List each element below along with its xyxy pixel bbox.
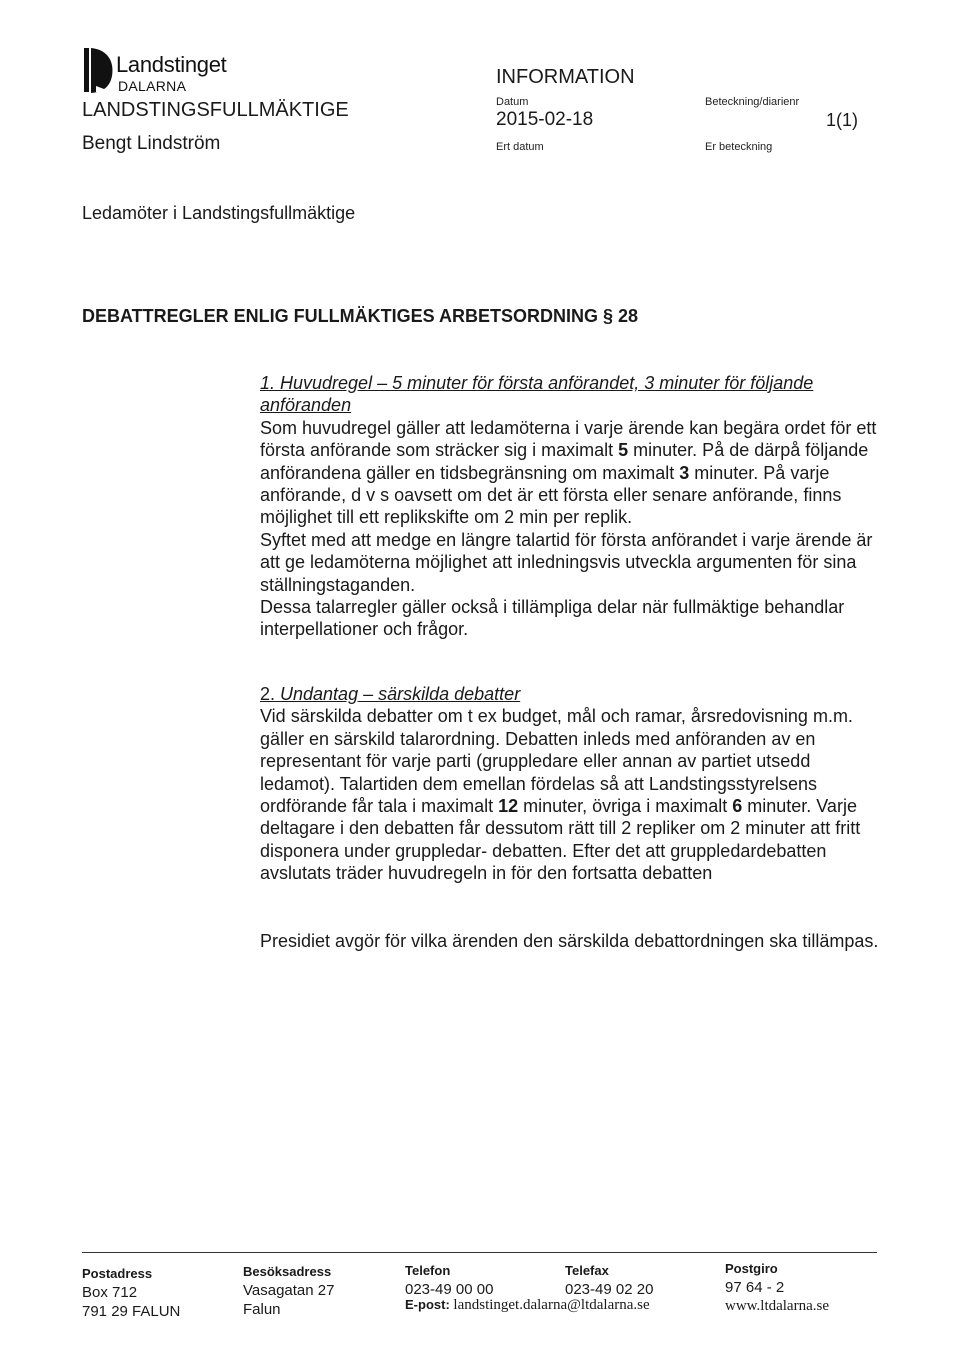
paragraph: Syftet med att medge en längre talartid för första anförandet i varje ärende är att ge ledamöterna möjlighet att inledningsvis utveckla argumenten för sina ställningstaganden. <box>260 529 873 595</box>
text-run: minuter. Varje deltagare i den debatten får dessutom rätt till 2 repliker om 2 minuter att fritt disponera under gruppledar- debatten. Efter det att gruppledardebatten avslutats träder huvudregeln in för den fortsatta debatten <box>260 796 861 884</box>
bold-value: 3 <box>679 462 690 483</box>
section-undantag <box>260 683 880 885</box>
section-huvudregel <box>260 372 880 641</box>
text-run: minuter. På de därpå följande anförandena gäller en tidsbegränsning om maximalt <box>260 440 869 483</box>
datum-label: Datum <box>496 96 529 108</box>
footer-value: Falun <box>243 1301 281 1318</box>
text-run: Som huvudregel gäller att ledamöterna i varje ärende kan begära ordet för ett första anförande som sträcker sig i maximalt <box>260 417 877 461</box>
page-number: 1(1) <box>826 110 859 130</box>
footer-value: Box 712 <box>82 1284 138 1301</box>
footer-telefon <box>405 1261 493 1299</box>
text-run: minuter. På varje anförande, d v s oavsett om det är ett första eller senare anförande, finns möjlighet till ett replikskifte om 2 min per replik. <box>260 462 842 528</box>
organization-name: LANDSTINGSFULLMÄKTIGE <box>82 99 349 121</box>
paragraph: Dessa talarregler gäller också i tillämpliga delar när fullmäktige behandlar interpellationer och frågor. <box>260 597 845 640</box>
logo-sub: DALARNA <box>118 78 187 94</box>
footer-postgiro <box>725 1259 829 1316</box>
bold-value: 12 <box>498 796 519 817</box>
section-heading <box>260 683 880 705</box>
footer-epost <box>405 1297 650 1314</box>
logo <box>82 46 242 96</box>
logo-name: Landstinget <box>116 52 227 77</box>
closing-paragraph <box>260 930 880 952</box>
document-type: INFORMATION <box>496 66 635 88</box>
heading-number: 2. <box>260 684 281 704</box>
ert-datum-label: Ert datum <box>496 141 544 153</box>
footer-divider <box>82 1252 877 1253</box>
document-date: 2015-02-18 <box>496 109 594 130</box>
author-name: Bengt Lindström <box>82 133 221 154</box>
heading-part: särskilda debatter <box>378 684 521 704</box>
paragraph <box>260 705 880 884</box>
recipient: Ledamöter i Landstingsfullmäktige <box>82 203 356 223</box>
text-run: minuter, övriga i maximalt <box>518 796 733 817</box>
footer-postadress <box>82 1264 180 1321</box>
section-heading: 1. Huvudregel – 5 minuter för första anförandet, 3 minuter för följande anföranden <box>260 373 814 416</box>
landstinget-logo-icon <box>82 46 116 96</box>
beteckning-label: Beteckning/diarienr <box>705 96 800 108</box>
footer-label: Besöksadress <box>243 1264 332 1279</box>
paragraph: Presidiet avgör för vilka ärenden den särskilda debattordningen ska tillämpas. <box>260 931 879 951</box>
footer-label: Telefax <box>565 1263 609 1278</box>
footer-besoksadress <box>243 1262 334 1319</box>
footer-value: 97 64 - 2 <box>725 1279 785 1296</box>
email-link[interactable]: landstinget.dalarna@ltdalarna.se <box>453 1297 650 1313</box>
bold-value: 6 <box>732 796 743 817</box>
document-title: DEBATTREGLER ENLIG FULLMÄKTIGES ARBETSORDNING § 28 <box>82 306 639 326</box>
footer-label: E-post: <box>405 1297 450 1312</box>
footer-value: 023-49 02 20 <box>565 1281 654 1298</box>
paragraph <box>260 417 880 529</box>
heading-part: Undantag <box>280 684 359 704</box>
footer-value: Vasagatan 27 <box>243 1282 335 1299</box>
footer-label: Postadress <box>82 1266 153 1281</box>
heading-dash: – <box>358 684 379 704</box>
footer-label: Telefon <box>405 1263 451 1278</box>
text-run: Vid särskilda debatter om t ex budget, mål och ramar, årsredovisning m.m. gäller en särskild talarordning. Debatten inleds med anföranden av en representant för varje parti (gruppledare eller annan av partiet utsedd ledamot). Talartiden dem emellan fördelas så att Landstingsstyrelsens ordförande får tala i maximalt <box>260 706 853 817</box>
bold-value: 5 <box>618 440 629 461</box>
footer-label: Postgiro <box>725 1261 778 1276</box>
footer-value: 023-49 00 00 <box>405 1281 494 1298</box>
er-beteckning-label: Er beteckning <box>705 141 773 153</box>
website-link[interactable]: www.ltdalarna.se <box>725 1298 829 1314</box>
footer-value: 791 29 FALUN <box>82 1303 181 1320</box>
footer-telefax <box>565 1261 653 1299</box>
